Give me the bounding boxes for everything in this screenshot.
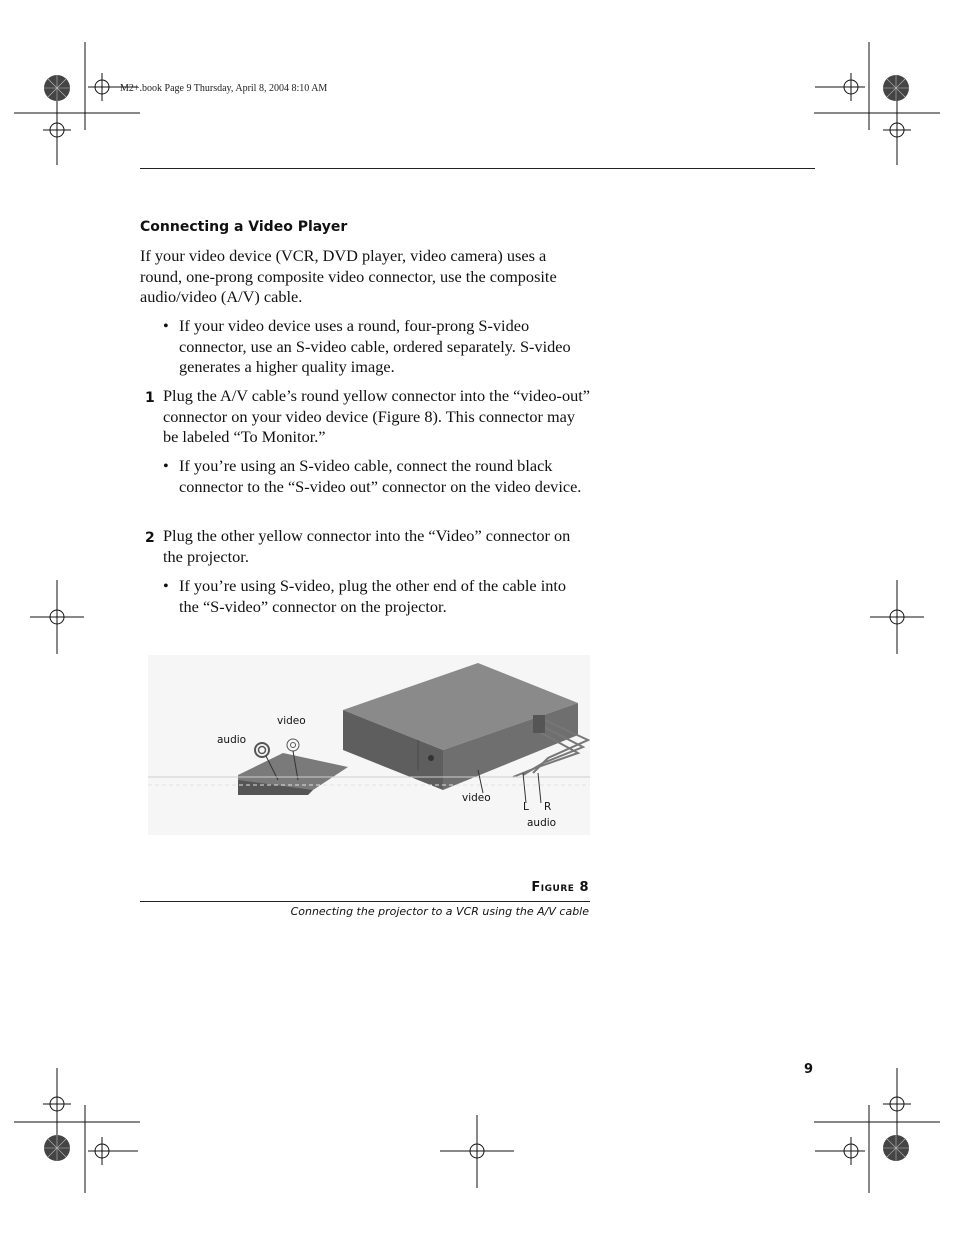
step-number: 2	[145, 530, 155, 546]
step-text: Plug the A/V cable’s round yellow connector into the “video-out” connector on your video device (Figure 8). This connector may be labeled “To Monitor.”	[163, 386, 590, 446]
book-info: M2+.book Page 9 Thursday, April 8, 2004 8:10 AM	[120, 83, 328, 94]
intro-paragraph: If your video device (VCR, DVD player, video camera) uses a round, one-prong composite video connector, use the composite audio/video (A/V) cable.	[140, 246, 557, 306]
label-video-top: video	[277, 715, 306, 727]
caption-rule	[140, 901, 590, 902]
label-l: L	[523, 801, 529, 813]
figure-title: Figure 8	[531, 880, 589, 895]
bullet-text: If your video device uses a round, four-prong S-video connector, use an S-video cable, ordered separately. S-video generates a higher quality image.	[179, 316, 571, 376]
label-audio-left: audio	[217, 734, 247, 746]
section-heading: Connecting a Video Player	[140, 219, 348, 235]
bullet-dot: •	[163, 316, 169, 335]
header-rule	[140, 168, 815, 169]
label-r: R	[544, 801, 552, 813]
bullet-dot: •	[163, 576, 169, 595]
label-audio-bottom: audio	[527, 817, 557, 829]
bullet-dot: •	[163, 456, 169, 475]
figure-caption: Connecting the projector to a VCR using the A/V cable	[290, 905, 589, 918]
label-video-bottom: video	[462, 792, 491, 804]
bullet-text: If you’re using an S-video cable, connect the round black connector to the “S-video out” connector on the video device.	[179, 456, 582, 496]
page-number: 9	[804, 1062, 814, 1077]
step-text: Plug the other yellow connector into the “Video” connector on the projector.	[163, 526, 571, 566]
figure-8-illustration	[148, 655, 590, 835]
step-number: 1	[145, 390, 155, 406]
bullet-text: If you’re using S-video, plug the other end of the cable into the “S-video” connector on the projector.	[179, 576, 567, 616]
